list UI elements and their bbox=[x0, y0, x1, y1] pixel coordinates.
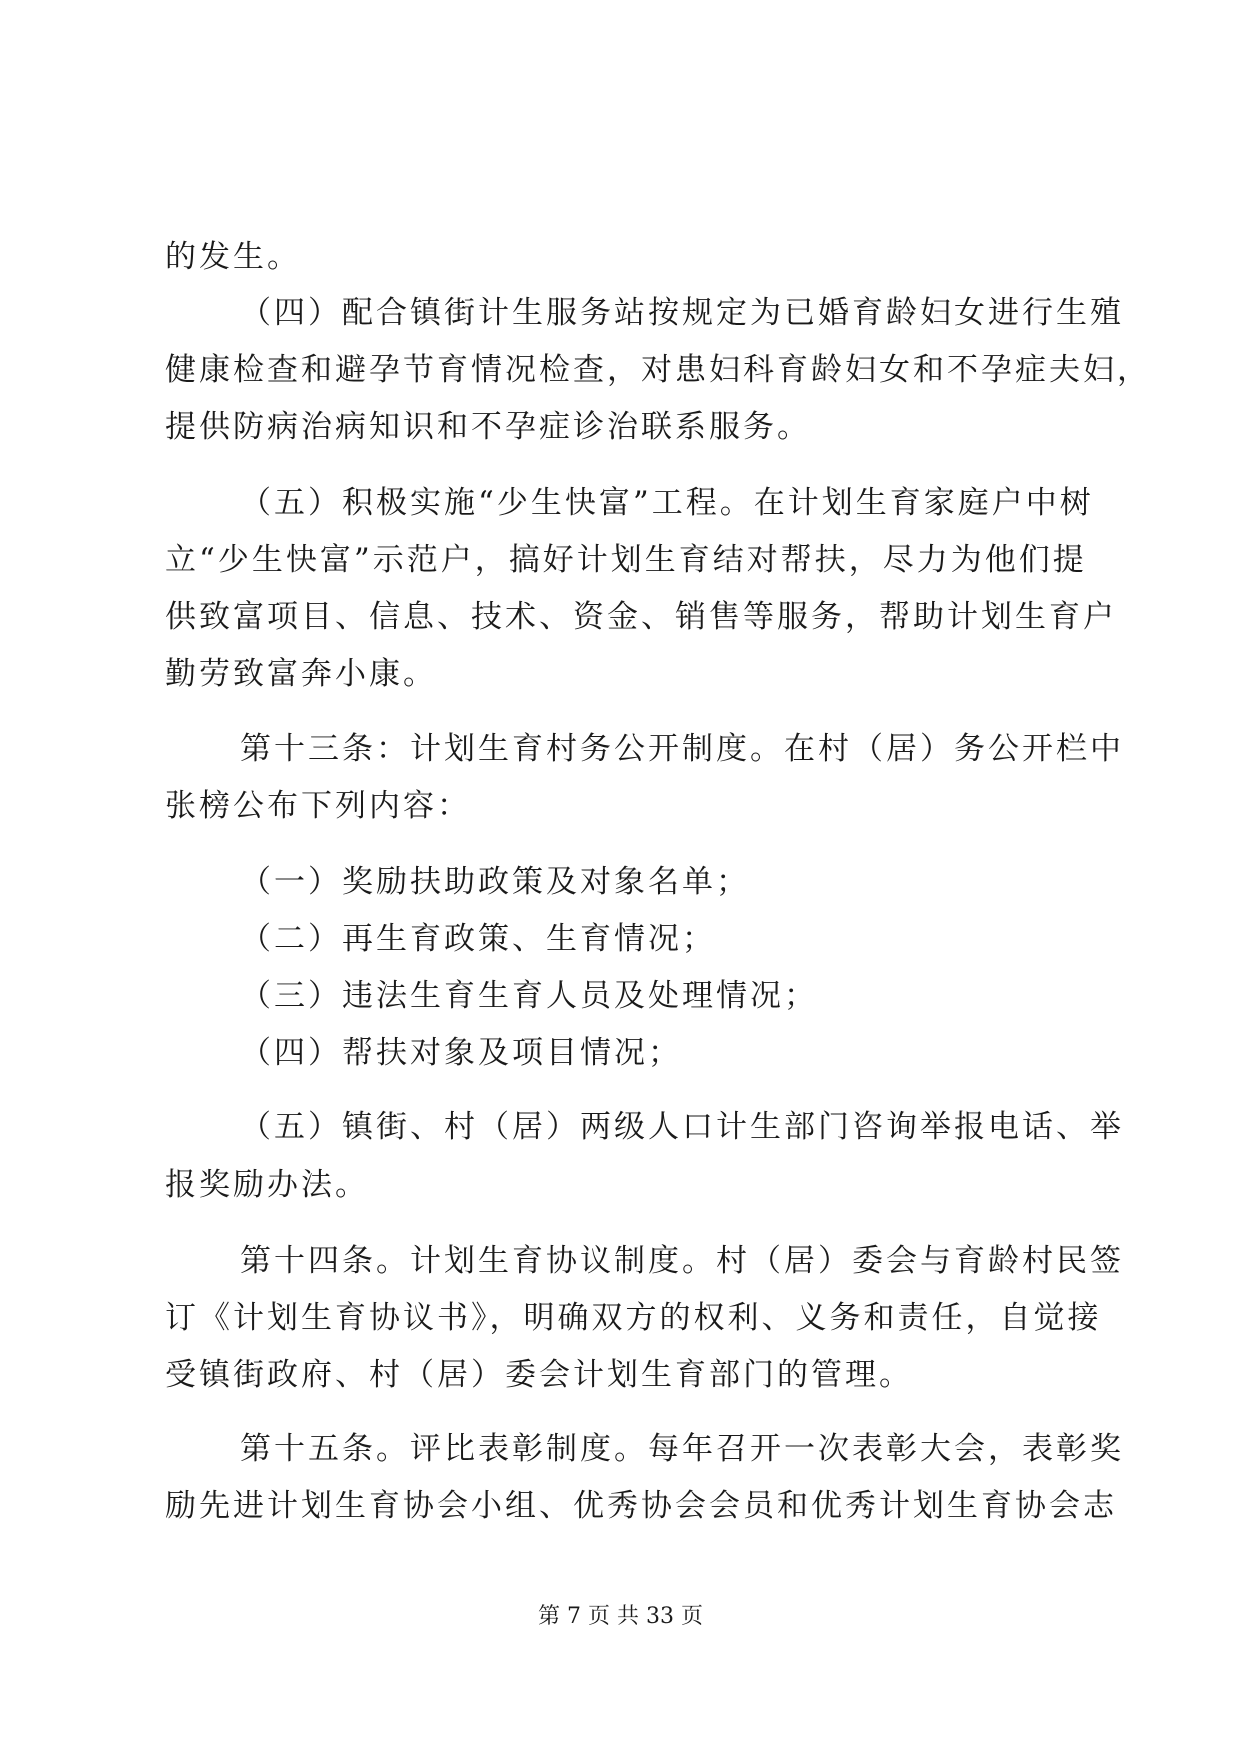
text-line: 的发生。 bbox=[165, 239, 301, 275]
text-line: （一）奖励扶助政策及对象名单； bbox=[240, 864, 750, 900]
text-line: 勤劳致富奔小康。 bbox=[165, 656, 437, 692]
text-line: （四）帮扶对象及项目情况； bbox=[240, 1035, 682, 1071]
text-line: 立“少生快富”示范户，搞好计划生育结对帮扶，尽力为他们提 bbox=[165, 542, 1087, 578]
page-number: 第 7 页 共 33 页 bbox=[538, 1604, 703, 1629]
text-line: （五）镇街、村（居）两级人口计生部门咨询举报电话、举 bbox=[240, 1109, 1124, 1145]
text-line: （二）再生育政策、生育情况； bbox=[240, 921, 716, 957]
text-line: 提供防病治病知识和不孕症诊治联系服务。 bbox=[165, 409, 811, 445]
text-line: 第十三条：计划生育村务公开制度。在村（居）务公开栏中 bbox=[240, 731, 1124, 767]
text-line: （三）违法生育生育人员及处理情况； bbox=[240, 978, 818, 1014]
text-line: 订《计划生育协议书》，明确双方的权利、义务和责任，自觉接 bbox=[165, 1300, 1102, 1336]
text-line: （五）积极实施“少生快富”工程。在计划生育家庭户中树 bbox=[240, 485, 1094, 521]
text-line: 供致富项目、信息、技术、资金、销售等服务，帮助计划生育户 bbox=[165, 599, 1117, 635]
text-line: 第十五条。评比表彰制度。每年召开一次表彰大会，表彰奖 bbox=[240, 1431, 1124, 1467]
text-line: 健康检查和避孕节育情况检查，对患妇科育龄妇女和不孕症夫妇， bbox=[165, 352, 1151, 388]
text-line: 受镇街政府、村（居）委会计划生育部门的管理。 bbox=[165, 1357, 913, 1393]
text-line: 励先进计划生育协会小组、优秀协会会员和优秀计划生育协会志 bbox=[165, 1488, 1117, 1524]
text-line: （四）配合镇街计生服务站按规定为已婚育龄妇女进行生殖 bbox=[240, 295, 1124, 331]
text-line: 报奖励办法。 bbox=[165, 1167, 369, 1203]
text-line: 第十四条。计划生育协议制度。村（居）委会与育龄村民签 bbox=[240, 1243, 1124, 1279]
text-line: 张榜公布下列内容： bbox=[165, 788, 471, 824]
